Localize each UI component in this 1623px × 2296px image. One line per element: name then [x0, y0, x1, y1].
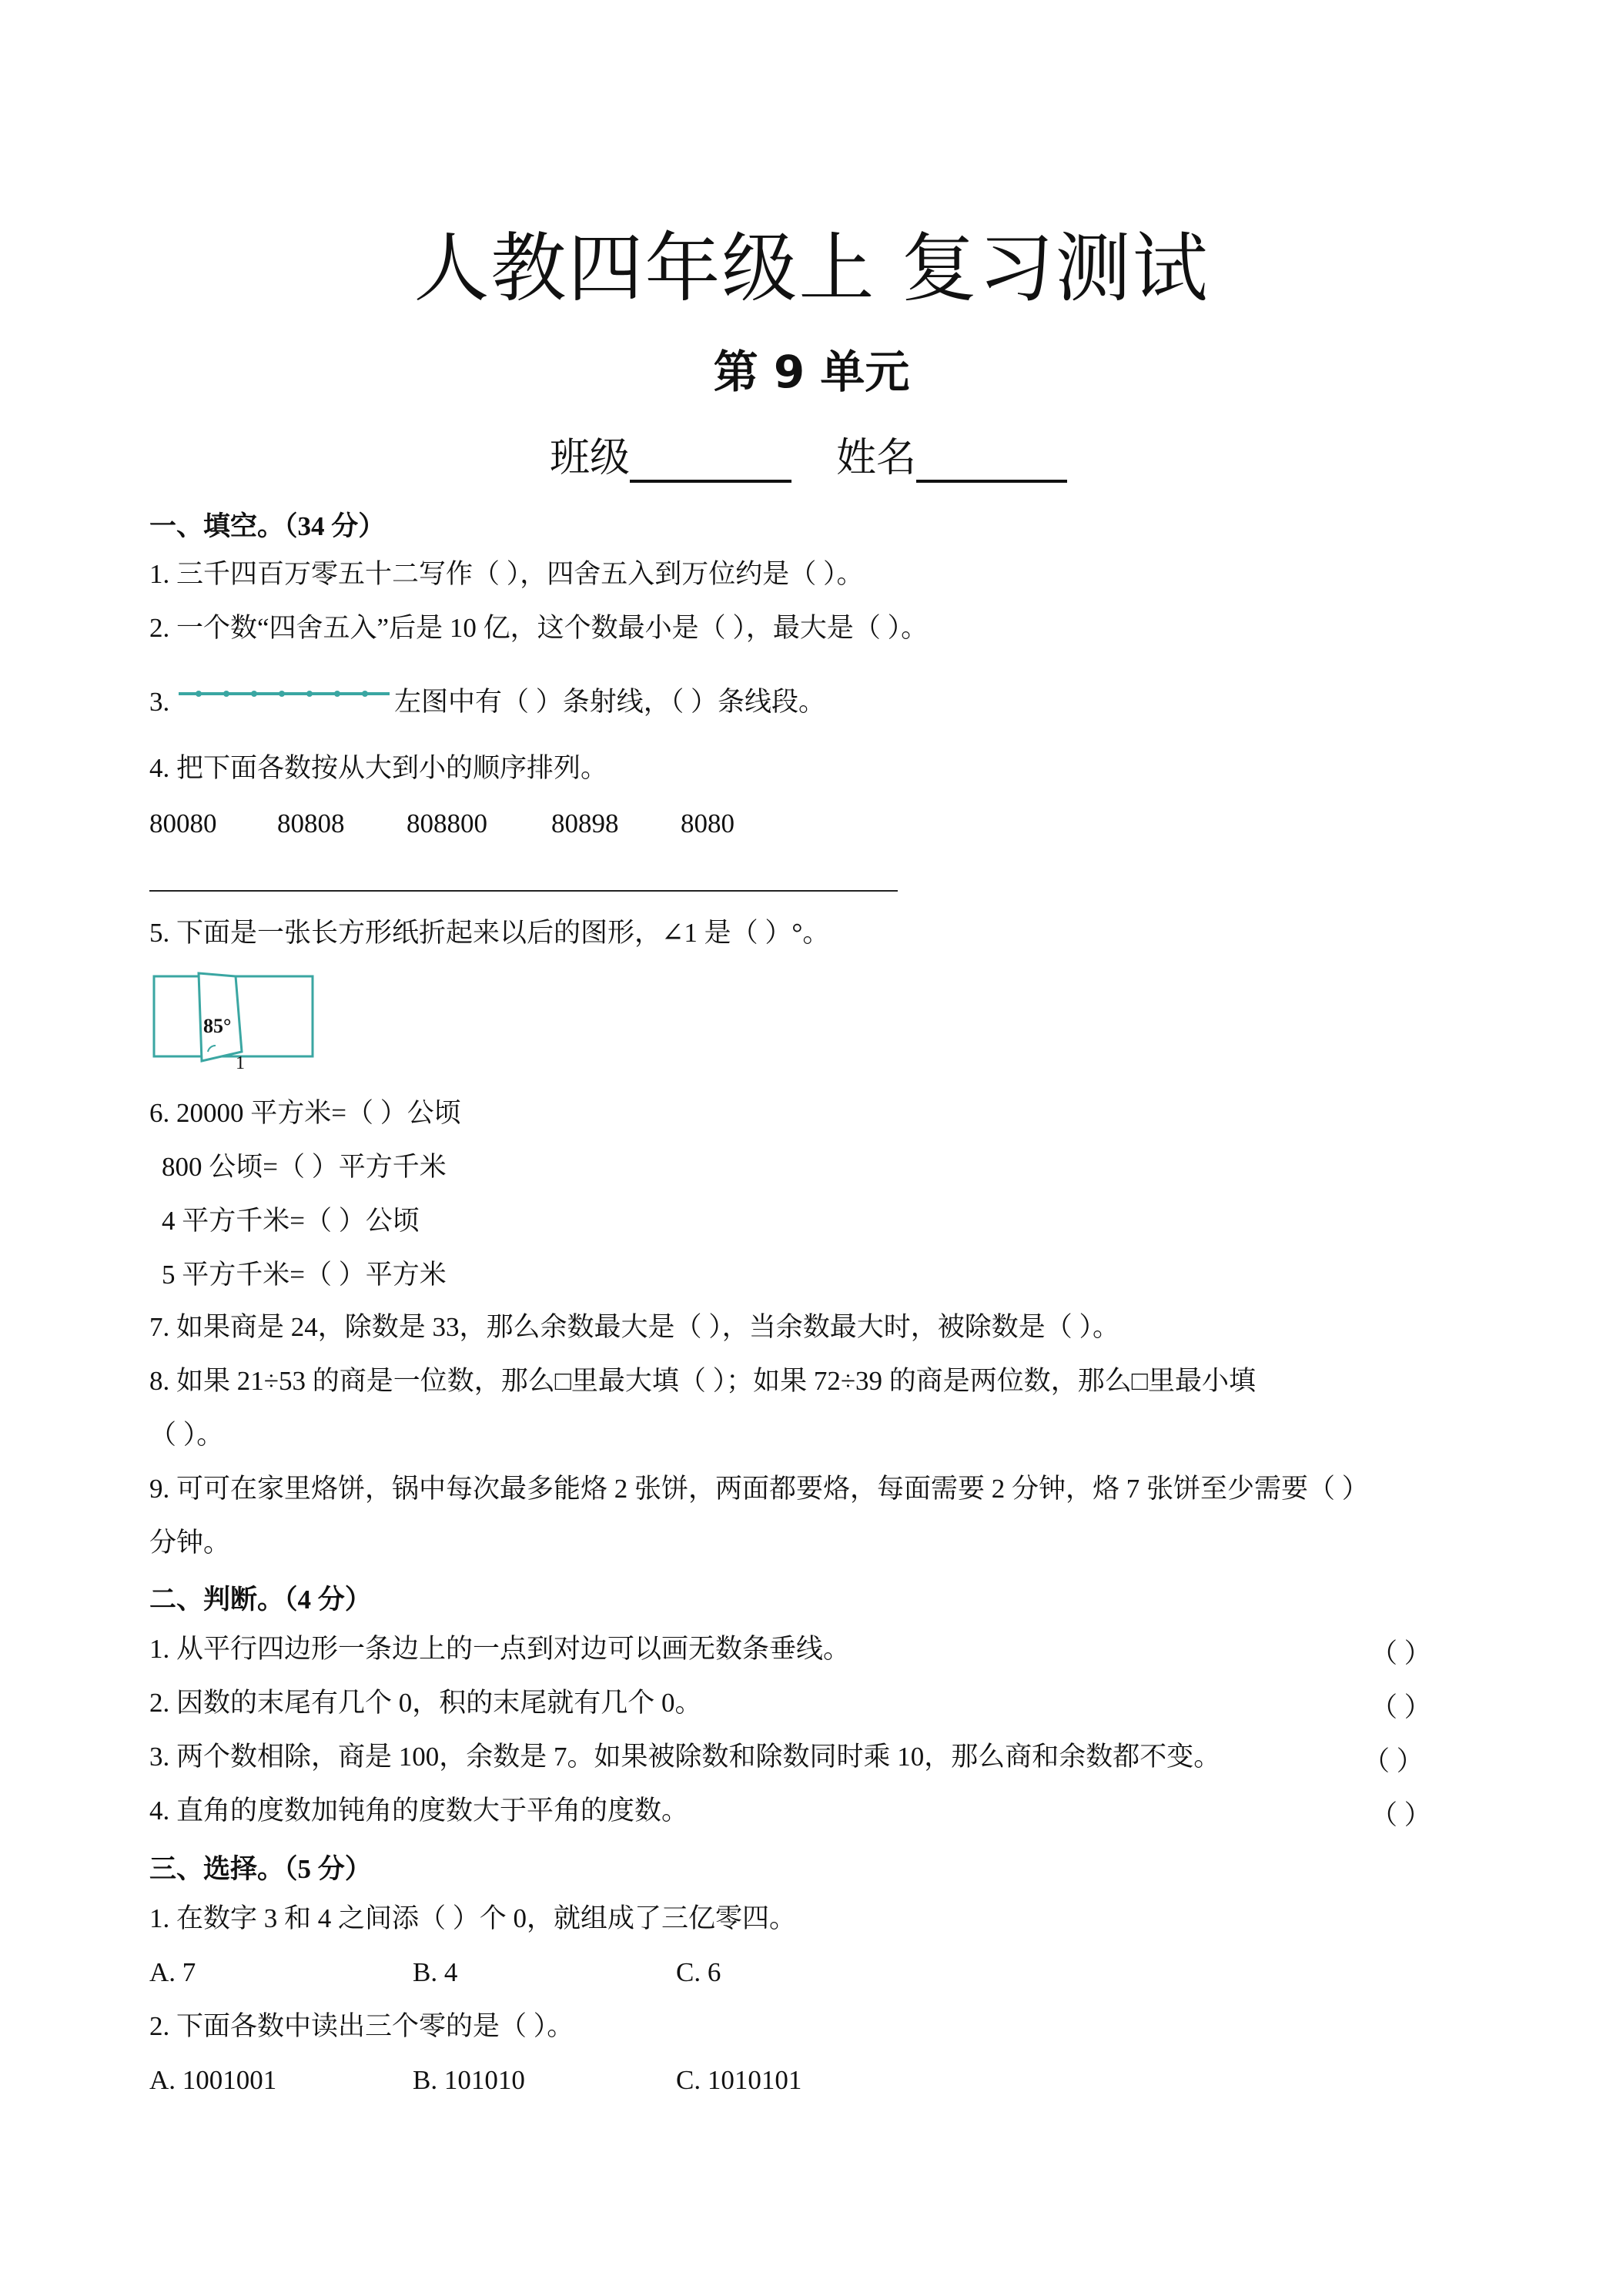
s1-question-4: 4. 把下面各数按从大到小的顺序排列。	[149, 753, 608, 783]
s1-question-2: 2. 一个数“四舍五入”后是 10 亿，这个数最小是（ ），最大是（ ）。	[149, 613, 929, 643]
s1-question-3-number: 3.	[149, 687, 170, 717]
s2-item-text: 2. 因数的末尾有几个 0，积的末尾就有几个 0。	[149, 1688, 702, 1718]
section-1-heading: 一、填空。（34 分）	[149, 511, 386, 541]
class-label: 班级	[550, 435, 631, 481]
answer-line[interactable]	[149, 890, 898, 892]
folded-paper-figure	[151, 972, 316, 1073]
s2-judge-box[interactable]: （ ）	[1370, 1638, 1431, 1668]
s1-question-6-line: 5 平方千米=（ ）平方米	[162, 1260, 447, 1290]
s3-q2-option[interactable]: C. 1010101	[676, 2065, 802, 2095]
s1-question-9-line1: 9. 可可在家里烙饼，锅中每次最多能烙 2 张饼，两面都要烙，每面需要 2 分钟，烙 7 张饼至少需要（ ）	[149, 1474, 1369, 1504]
s1-q4-number: 808800	[407, 808, 487, 838]
s1-question-6-line: 4 平方千米=（ ）公顷	[162, 1206, 420, 1236]
s2-judge-box[interactable]: （ ）	[1370, 1692, 1431, 1722]
s2-judge-box[interactable]: （ ）	[1363, 1746, 1424, 1776]
s1-question-6-line: 800 公顷=（ ）平方千米	[162, 1152, 447, 1182]
s1-q4-number: 80898	[551, 808, 619, 838]
s3-question-2: 2. 下面各数中读出三个零的是（ ）。	[149, 2011, 574, 2041]
class-field	[550, 425, 791, 483]
angle-85-label: 85°	[203, 1015, 232, 1037]
name-field	[836, 425, 1067, 483]
ray-segment-figure	[176, 682, 393, 705]
class-blank[interactable]	[630, 443, 791, 483]
name-blank[interactable]	[916, 443, 1067, 483]
s3-q2-option[interactable]: B. 101010	[413, 2065, 525, 2095]
s3-q1-option[interactable]: C. 6	[676, 1957, 721, 1987]
s1-question-3-text: 左图中有（ ）条射线，（ ）条线段。	[394, 687, 826, 717]
s1-question-6-line: 6. 20000 平方米=（ ）公顷	[149, 1098, 461, 1128]
angle-1-label: 1	[236, 1053, 245, 1073]
s1-q4-number: 80080	[149, 808, 217, 838]
s1-q4-number: 80808	[277, 808, 345, 838]
s1-question-9-line2: 分钟。	[149, 1528, 231, 1558]
page-title: 人教四年级上 复习测试	[413, 225, 1210, 313]
s2-item-text: 3. 两个数相除，商是 100，余数是 7。如果被除数和除数同时乘 10，那么商和余数都不变。	[149, 1742, 1221, 1772]
s3-question-1: 1. 在数字 3 和 4 之间添（ ）个 0，就组成了三亿零四。	[149, 1903, 797, 1933]
s2-judge-box[interactable]: （ ）	[1370, 1800, 1431, 1830]
s2-item-text: 4. 直角的度数加钝角的度数大于平角的度数。	[149, 1796, 689, 1826]
s1-question-1: 1. 三千四百万零五十二写作（ ），四舍五入到万位约是（ ）。	[149, 559, 864, 589]
s1-question-8-line2: （ ）。	[149, 1420, 224, 1450]
s1-question-7: 7. 如果商是 24，除数是 33，那么余数最大是（ ），当余数最大时，被除数是（ ）。	[149, 1312, 1120, 1342]
unit-subtitle: 第 9 单元	[713, 346, 910, 398]
s2-item-text: 1. 从平行四边形一条边上的一点到对边可以画无数条垂线。	[149, 1634, 851, 1664]
s3-q1-option[interactable]: B. 4	[413, 1957, 458, 1987]
name-label: 姓名	[836, 435, 917, 481]
s1-question-8-line1: 8. 如果 21÷53 的商是一位数，那么□里最大填（ ）；如果 72÷39 的商是两位数，那么□里最小填	[149, 1366, 1256, 1396]
s1-question-5: 5. 下面是一张长方形纸折起来以后的图形，∠1 是（ ）°。	[149, 918, 830, 948]
s3-q2-option[interactable]: A. 1001001	[149, 2065, 277, 2095]
s3-q1-option[interactable]: A. 7	[149, 1957, 196, 1987]
s1-q4-number: 8080	[681, 808, 735, 838]
section-2-heading: 二、判断。（4 分）	[149, 1585, 372, 1615]
section-3-heading: 三、选择。（5 分）	[149, 1854, 372, 1884]
